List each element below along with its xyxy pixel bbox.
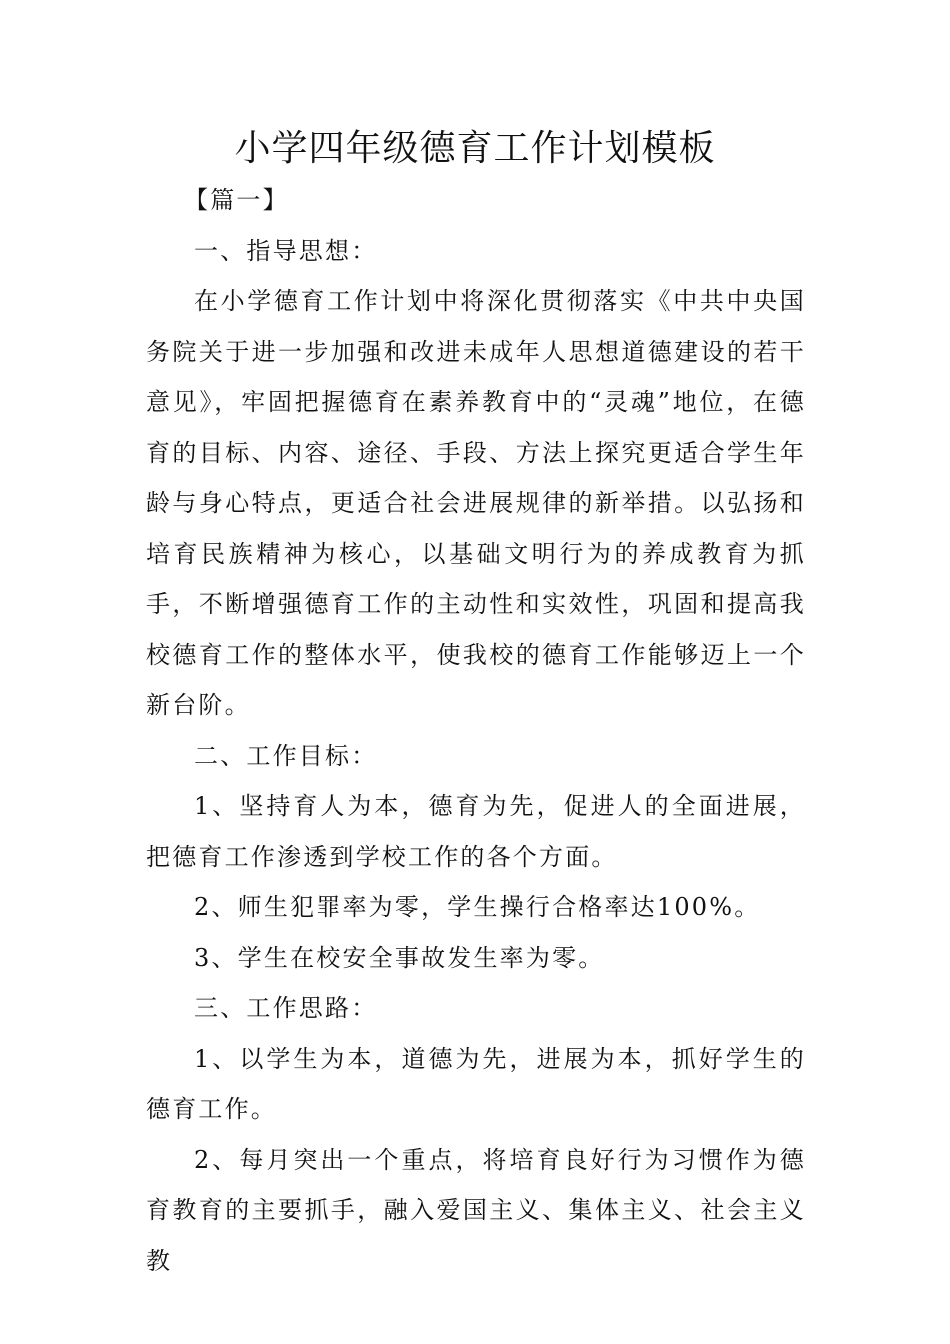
document-body [146,175,806,1286]
heading-work-approach: 三、工作思路： [194,994,378,1022]
document-title: 小学四年级德育工作计划模板 [234,128,716,169]
goal-item-2: 2、师生犯罪率为零，学生操行合格率达100%。 [194,893,761,921]
goal-item-1: 1、坚持育人为本，德育为先，促进人的全面进展，把德育工作渗透到学校工作的各个方面。 [146,792,806,871]
paragraph-guiding-ideology: 在小学德育工作计划中将深化贯彻落实《中共中央国务院关于进一步加强和改进未成年人思想道德建设的若干意见》，牢固把握德育在素养教育中的“灵魂”地位，在德育的目标、内容、途径、手段、方法上探究更适合学生年龄与身心特点，更适合社会进展规律的新举措。以弘扬和培育民族精神为核心，以基础文明行为的养成教育为抓手，不断增强德育工作的主动性和实效性，巩固和提高我校德育工作的整体水平，使我校的德育工作能够迈上一个新台阶。 [146,287,806,719]
approach-item-2: 2、每月突出一个重点，将培育良好行为习惯作为德育教育的主要抓手，融入爱国主义、集体主义、社会主义教 [146,1145,806,1275]
approach-item-1: 1、以学生为本，道德为先，进展为本，抓好学生的德育工作。 [146,1044,806,1123]
section-marker: 【篇一】 [184,186,289,214]
goal-item-3: 3、学生在校安全事故发生率为零。 [194,943,605,972]
heading-guiding-ideology: 一、指导思想： [194,236,378,265]
heading-work-goals: 二、工作目标： [194,741,378,770]
